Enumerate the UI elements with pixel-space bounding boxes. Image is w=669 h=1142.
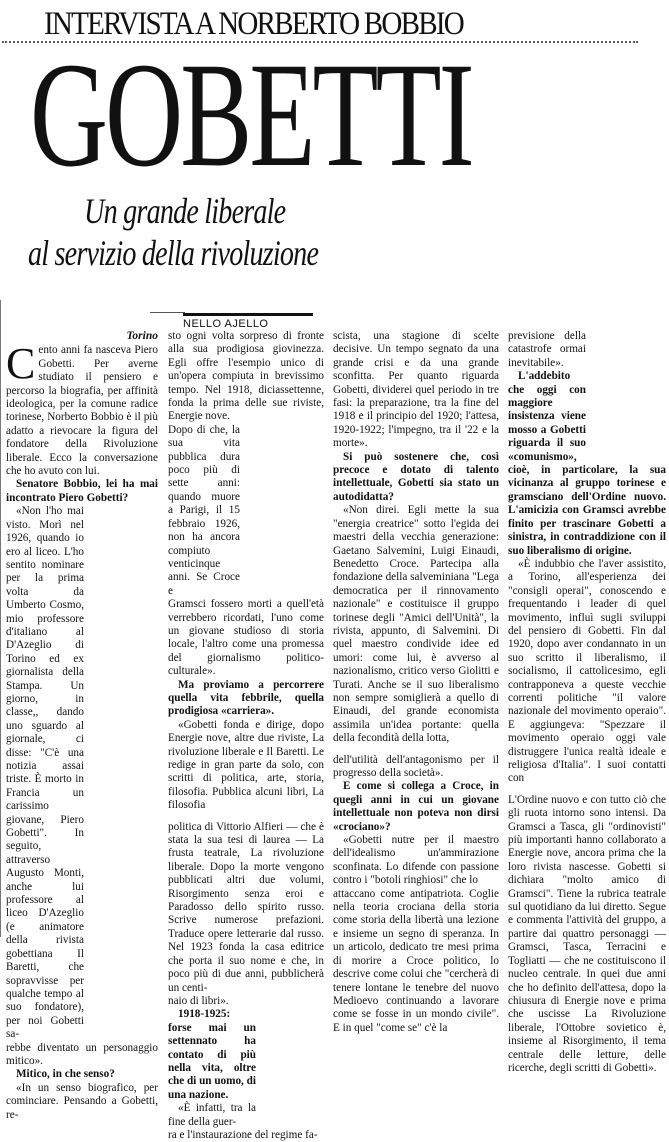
paragraph: scista, una stagione di scelte decisive. Un tempo segnato da una grande crisi e da una grande sconfitta. Per quanto riguarda Gobetti, dividerei quel periodo in tre fasi: la preparazione, tra la fine del 1918 e il principio del 1920; l'attesa, 1920-1922; l'impegno, tra il '22 e la morte».: [333, 330, 499, 450]
answer: politica di Vittorio Alfieri — che è stata la sua tesi di laurea — La frusta teatrale, La rivoluzione liberale. Dopo la morte vengono pubblicati altri due volumi, Risorgimento senza eroi e Paradosso dello spirito russo. Scrive numerose prefazioni. Traduce opere letterarie dal russo. Nel 1923 fonda la casa editrice che porta il suo nome e che, in poco più di due anni, pubblicherà un centi-: [168, 820, 324, 994]
kicker-title: INTERVISTA A NORBERTO BOBBIO: [44, 6, 463, 42]
question: Ma proviamo a percorrere quella vita febbrile, quella prodigiosa «carriera».: [168, 678, 324, 718]
paragraph: previsione della catastrofe ormai inevitabile».: [508, 330, 586, 369]
subheadline-line-2: al servizio della rivoluzione: [28, 233, 319, 273]
column-1: [6, 330, 158, 1122]
thin-rule: [150, 312, 185, 313]
answer: «In un senso biografico, per cominciare. Pensando a Gobetti, re-: [6, 1081, 158, 1121]
paragraph: sto ogni volta sorpreso di fronte alla sua prodigiosa giovinezza. Egli offre l'esempio unico di un'opera compiuta in brevissimo tempo. Nel 1918, diciassettenne, fonda la prima delle sue riviste, Energie nove.: [168, 330, 324, 423]
answer: «È indubbio che l'aver assistito, a Torino, all'esperienza dei "consigli operai", conoscendo e frequentando i leader di quel movimento, influì sugli sviluppi del pensiero di Gobetti. Fin dal 1920, dopo aver condannato in un suo scritto il liberalismo, il socialismo, il cattolicesimo, egli contrapponeva a queste vecchie correnti politiche "il valore nazionale del movimento operaio". E aggiungeva: "Spezzare il movimento operaio oggi vale distruggere l'unica realtà ideale e religiosa d'Italia". I suoi contatti con: [508, 557, 666, 785]
headline: GOBETTI: [30, 32, 472, 198]
answer: «È infatti, tra la fine della guer-: [168, 1102, 256, 1128]
dateline: Torino: [126, 330, 158, 342]
answer: «Gobetti nutre per il maestro dell'idealismo un'ammirazione sconfinata. Lo difende con passione contro i "botoli ringhiosi" che lo: [333, 834, 499, 887]
answer: rebbe diventato un personaggio mitico».: [6, 1041, 158, 1067]
answer: «Gobetti fonda e dirige, dopo Energie nove, altre due riviste, La rivoluzione liberale e Il Baretti. Le redige in gran parte da solo, con scritti di politica, arte, storia, filosofia. Pubblica alcuni libri, La filosofia: [168, 718, 324, 812]
answer: L'Ordine nuovo e con tutto ciò che gli ruota intorno sono intensi. Da Gramsci a Tasca, gli "ordinovisti" più importanti hanno collaborato a Energie nove, ancora prima che la loro rivista nascesse. Gobetti si dichiara "molto amico di Gramsci". Tiene la rubrica teatrale sul quotidiano da lui diretto. Segue e commenta l'attività del gruppo, a partire dai quattro personaggi — Gramsci, Tasca, Terracini e Togliatti — che ne costituiscono il nucleo centrale. In quei due anni che ho definito dell'attesa, dopo la chiusura di Energie nove e prima che uscisse La Rivoluzione liberale, l'Ottobre sovietico è, insieme al Risorgimento, il tema centrale delle letture, delle ricerche, degli scritti di Gobetti».: [508, 793, 666, 1074]
answer: «Non direi. Egli mette la sua "energia creatrice" sotto l'egida dei maestri della vecchia generazione: Gaetano Salvemini, Luigi Einaudi, Benedetto Croce. Partecipa alla fondazione della salveminiana "Lega democratica per il rinnovamento nazionale" e costituisce il gruppo torinese degli "Amici dell'Unità", la rivista, appunto, di Salvemini. Di quel maestro condivide idee ed umori: come lui, è avverso al nazionalismo, critico verso Giolitti e Turati. Anche se il suo liberalismo non sempre somiglierà a quello di Einaudi, del grande economista assimila un'idea portante: quella della fecondità della lotta,: [333, 504, 499, 745]
answer: «Non l'ho mai visto. Morì nel 1926, quando io ero al liceo. L'ho sentito nominare per la prima volta da Umberto Cosmo, mio professore d'italiano al D'Azeglio di Torino ed ex giornalista della Stampa. Un giorno, in classe,, dando uno sguardo al giornale, ci disse: "C'è una notizia assai triste. È morto in Francia un carissimo giovane, Piero Gobetti". In seguito, attraverso Augusto Monti, anche lui professore al liceo D'Azeglio (e animatore della rivista gobettiana Il Baretti, che sopravvisse per qualche tempo al suo fondatore), per noi Gobetti sa-: [6, 505, 84, 1041]
subheadline-line-1: Un grande liberale: [84, 191, 286, 231]
answer: dell'utilità dell'antagonismo per il progresso della società».: [333, 753, 499, 779]
question: Si può sostenere che, così precoce e dotato di talento intellettuale, Gobetti sia stato un autodidatta?: [333, 450, 499, 503]
drop-cap: C: [6, 339, 36, 389]
paragraph: Dopo di che, la sua vita pubblica dura poco più di sette anni: quando muore a Parigi, il 15 febbraio 1926, non ha ancora compiuto venticinque anni. Se Croce e: [168, 423, 240, 597]
answer: attaccano come antipatriota. Coglie nella teoria crociana della storia come storia della libertà una lezione e insieme un segno di speranza. In un articolo, dedicato tre mesi prima di morire a Croce politico, lo descrive come colui che "cercherà di tenere lontane le tenebre del nuovo Medioevo continuando a lavorare come se fosse in un mondo civile". E in quel "come se" c'è la: [333, 887, 499, 1034]
answer: ra e l'instaurazione del regime fa-: [168, 1128, 318, 1141]
question: 1918-1925: forse mai un settennato ha contato di più nella vita, oltre che di un uomo, di una nazione.: [168, 1008, 256, 1101]
question: cioè, in particolare, la sua vicinanza al gruppo torinese e gramsciano dell'Ordine nuovo. L'amicizia con Gramsci avrebbe finito per trascinare Gobetti a sinistra, in contraddizione con il suo liberalismo di origine.: [508, 464, 666, 557]
question: E come si collega a Croce, in quegli anni in cui un giovane intellettuale non poteva non dirsi «crociano»?: [333, 780, 499, 833]
column-4: [508, 330, 666, 1075]
question: Senatore Bobbio, lei ha mai incontrato Piero Gobetti?: [6, 478, 158, 504]
intro-paragraph: Cento anni fa nasceva Piero Gobetti. Per averne studiato il pensiero e percorso la biografia, per affinità ideologica, per la comune radice torinese, Norberto Bobbio è il più adatto a rievocare la figura del fondatore della Rivoluzione liberale. Ecco la conversazione che ho avuto con lui.: [6, 339, 158, 478]
subheadline: [28, 190, 318, 274]
byline-rule: [183, 313, 313, 316]
column-3: [333, 330, 499, 1035]
question: L'addebito che oggi con maggiore insistenza viene mosso a Gobetti riguarda il suo «comunismo»,: [508, 370, 586, 463]
question: Mitico, in che senso?: [16, 1068, 115, 1081]
page-edge: [0, 300, 1, 937]
byline: NELLO AJELLO: [183, 318, 269, 330]
column-2: [168, 330, 324, 1142]
answer: naio di libri».: [168, 994, 229, 1007]
paragraph: Gramsci fossero morti a quell'età verrebbero ricordati, l'uno come un giovane studioso di storia locale, l'altro come una promessa del giornalismo politico-culturale».: [168, 598, 324, 678]
